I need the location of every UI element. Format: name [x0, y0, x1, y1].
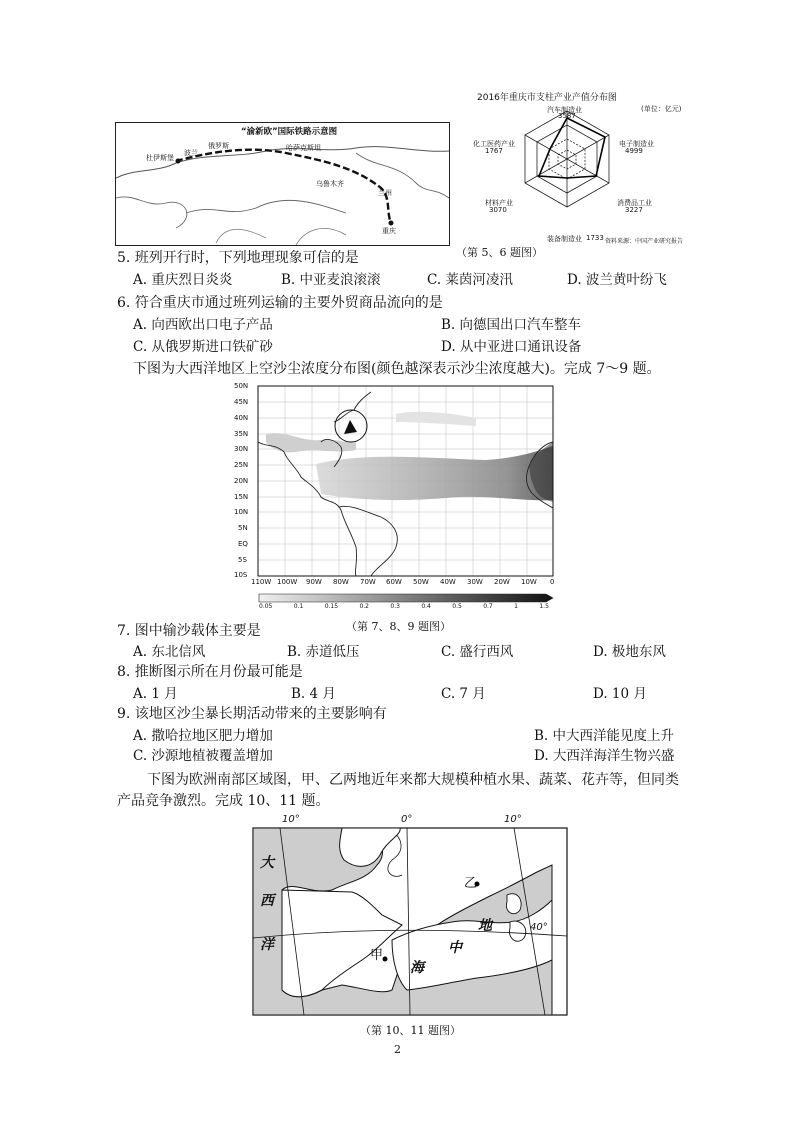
- sea-label: 中: [448, 940, 462, 956]
- lon-label: 80W: [333, 578, 349, 586]
- legend-label: 0.05: [259, 603, 273, 610]
- lat-label: 35N: [234, 430, 249, 438]
- q7-option-b: B. 赤道低压: [287, 644, 360, 660]
- radar-label-materials: 材料产业: [485, 199, 513, 207]
- q5-option-c: C. 莱茵河凌汛: [427, 272, 513, 288]
- lat-label: 20N: [234, 477, 249, 485]
- q8-option-b: B. 4 月: [291, 686, 336, 702]
- radar-source: 资料来源：中国产业研究报告: [605, 238, 684, 245]
- question-5: 5. 班列开行时，下列地理现象可信的是: [117, 250, 359, 266]
- lat-label: 5N: [238, 524, 248, 532]
- q8-option-a: A. 1 月: [133, 686, 178, 702]
- sea-label: 海: [410, 960, 424, 976]
- city-label: 兰州: [378, 189, 392, 197]
- lon-label: 0°: [401, 814, 413, 825]
- lat-label: 45N: [234, 398, 249, 406]
- rail-map-graphic: [116, 123, 449, 245]
- place-yi: 乙: [464, 876, 478, 891]
- lon-label: 60W: [386, 578, 402, 586]
- ocean-label: 洋: [260, 937, 274, 953]
- q7-option-a: A. 东北信风: [133, 644, 206, 660]
- lat-label: 25N: [234, 461, 249, 469]
- q9-option-c: C. 沙源地植被覆盖增加: [133, 748, 273, 764]
- lon-label: 100W: [277, 578, 298, 586]
- radar-value-auto: 3587: [558, 112, 576, 120]
- lat-label: 40°: [530, 922, 548, 933]
- lon-label: 30W: [467, 578, 483, 586]
- radar-value-equipment: 1733: [586, 234, 604, 242]
- lon-label: 10°: [504, 814, 522, 825]
- radar-value-electronics: 4999: [625, 147, 643, 155]
- radar-label-auto: 汽车制造业: [547, 106, 582, 114]
- rail-map-title: “渝新欧”国际铁路示意图: [241, 127, 338, 137]
- lon-label: 110W: [251, 578, 272, 586]
- lon-label: 90W: [306, 578, 322, 586]
- page-number: 2: [394, 1043, 401, 1056]
- lon-label: 70W: [360, 578, 376, 586]
- lat-label: 15N: [234, 493, 249, 501]
- lat-label: 10N: [234, 508, 249, 516]
- q6-option-b: B. 向德国出口汽车整车: [441, 317, 582, 333]
- caption: （第 5、6 题图）: [456, 246, 543, 259]
- q7-option-c: C. 盛行西风: [441, 644, 514, 660]
- lon-label: 0: [550, 578, 555, 586]
- city-label: 俄罗斯: [208, 142, 229, 150]
- city-label: 重庆: [382, 227, 396, 235]
- q7-option-d: D. 极地东风: [593, 644, 666, 660]
- lon-label: 50W: [413, 578, 429, 586]
- dust-legend-labels: [259, 603, 549, 610]
- europe-map: [252, 810, 568, 1016]
- lat-label: 10S: [234, 571, 248, 579]
- place-jia: 甲: [370, 948, 384, 963]
- q6-option-c: C. 从俄罗斯进口铁矿砂: [133, 339, 273, 355]
- radar-chart: [455, 88, 684, 248]
- radar-label-chemical: 化工医药产业: [473, 140, 515, 148]
- legend-label: 0.4: [421, 603, 431, 610]
- radar-value-chemical: 1767: [485, 147, 503, 155]
- rail-map: [115, 122, 450, 246]
- q9-option-a: A. 撒哈拉地区肥力增加: [133, 728, 273, 744]
- question-8: 8. 推断图示所在月份最可能是: [117, 664, 303, 680]
- legend-label: 0.3: [390, 603, 400, 610]
- lon-label: 10W: [521, 578, 537, 586]
- intro-10-11-cont: 产品竞争激烈。完成 10、11 题。: [117, 793, 330, 809]
- caption: （第 7、8、9 题图）: [346, 620, 451, 633]
- q5-option-d: D. 波兰黄叶纷飞: [567, 272, 667, 288]
- lon-label: 40W: [440, 578, 456, 586]
- legend-label: 0.2: [359, 603, 369, 610]
- q6-option-a: A. 向西欧出口电子产品: [133, 317, 273, 333]
- legend-label: 0.15: [324, 603, 339, 610]
- lat-label: 30N: [234, 445, 249, 453]
- lat-label: 5S: [238, 556, 247, 564]
- legend-label: 0.1: [293, 603, 304, 610]
- city-label: 波兰: [184, 149, 198, 157]
- dust-map: [226, 382, 566, 614]
- lon-label: 20W: [494, 578, 510, 586]
- lat-label: 50N: [234, 382, 249, 390]
- ocean-label: 西: [260, 893, 274, 909]
- city-label: 哈萨克斯坦: [286, 144, 321, 152]
- legend-label: 0.5: [452, 603, 462, 610]
- legend-label: 1: [514, 603, 518, 610]
- ocean-label: 大: [260, 855, 274, 871]
- lat-label: 40N: [234, 414, 249, 422]
- q5-option-a: A. 重庆烈日炎炎: [133, 272, 233, 288]
- q5-option-b: B. 中亚麦浪滚滚: [281, 272, 381, 288]
- q8-option-d: D. 10 月: [593, 686, 647, 702]
- radar-label-equipment: 装备制造业: [547, 235, 582, 243]
- radar-label-electronics: 电子制造业: [619, 140, 654, 148]
- city-label: 乌鲁木齐: [316, 180, 344, 188]
- q6-option-d: D. 从中亚进口通讯设备: [441, 339, 582, 355]
- question-7: 7. 图中输沙载体主要是: [117, 623, 261, 639]
- lat-label: EQ: [238, 540, 248, 548]
- radar-value-materials: 3070: [489, 206, 507, 214]
- radar-unit: (单位：亿元): [641, 105, 682, 113]
- q9-option-d: D. 大西洋海洋生物兴盛: [534, 748, 675, 764]
- legend-label: 1.5: [539, 603, 549, 610]
- radar-title: 2016年重庆市支柱产业产值分布图: [477, 93, 617, 103]
- caption: （第 10、11 题图）: [360, 1024, 461, 1037]
- q8-option-c: C. 7 月: [441, 686, 486, 702]
- sea-label: 地: [478, 918, 492, 934]
- city-label: 杜伊斯堡: [146, 154, 174, 162]
- question-6: 6. 符合重庆市通过班列运输的主要外贸商品流向的是: [117, 295, 443, 311]
- intro-10-11: 下图为欧洲南部区域图，甲、乙两地近年来都大规模种植水果、蔬菜、花卉等，但同类: [147, 772, 679, 788]
- intro-7-9: 下图为大西洋地区上空沙尘浓度分布图(颜色越深表示沙尘浓度越大)。完成 7～9 题。: [133, 361, 661, 377]
- question-9: 9. 该地区沙尘暴长期活动带来的主要影响有: [117, 706, 387, 722]
- europe-map-graphic: [252, 810, 568, 1016]
- lon-label: 10°: [282, 814, 300, 825]
- radar-value-consumer: 3227: [625, 206, 643, 214]
- radar-label-consumer: 消费品工业: [617, 199, 652, 207]
- legend-label: 0.7: [483, 603, 493, 610]
- q9-option-b: B. 中大西洋能见度上升: [534, 728, 675, 744]
